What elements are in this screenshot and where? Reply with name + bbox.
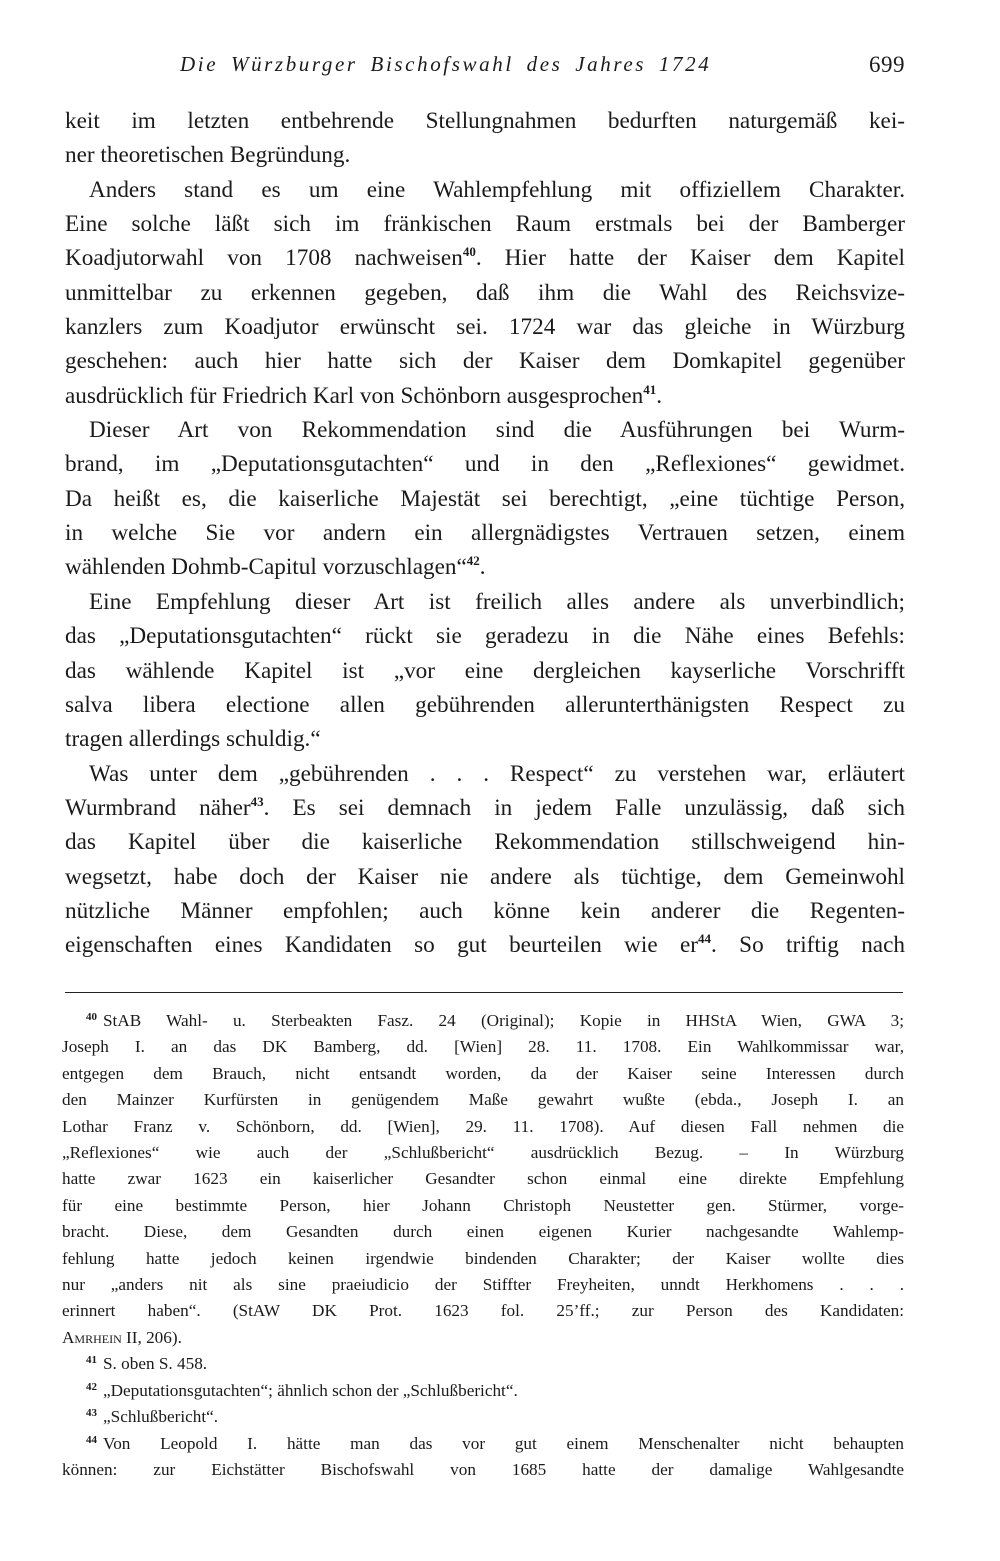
footnote-41: $^{41}$ S. oben S. 458. — [86, 1354, 208, 1374]
text-line: brand, im „Deputationsgutachten“ und in den „Reflexiones“ gewidmet. — [65, 451, 905, 478]
running-title: Die Würzburger Bischofswahl des Jahres 1724 — [180, 52, 712, 76]
footnote-number: 40 — [86, 1011, 97, 1023]
footnote-ref[interactable]: 44 — [698, 931, 712, 947]
text-line: wegsetzt, habe doch der Kaiser nie andere als tüchtige, dem Gemeinwohl — [65, 863, 905, 890]
text-line: Da heißt es, die kaiserliche Majestät sei berechtigt, „eine tüchtige Person, — [65, 485, 905, 512]
footnote-number: 42 — [86, 1380, 97, 1393]
footnote-line: Lothar Franz v. Schönborn, dd. [Wien], 29. 11. 1708). Auf diesen Fall nehmen die — [62, 1116, 904, 1136]
footnote-line: Amrhein II, 206). — [62, 1327, 182, 1347]
text-line: tragen allerdings schuldig.“ — [65, 726, 321, 753]
footnote-line: nur „anders nit als sine praeiudicio der Stiffter Freyheiten, unndt Herkhomens . . . — [62, 1275, 904, 1295]
text-line: Eine Empfehlung dieser Art ist freilich alles andere als unverbindlich; — [89, 588, 905, 615]
footnote-42: $^{42}$ „Deputationsgutachten“; ähnlich schon der „Schlußbericht“. — [86, 1380, 518, 1400]
text-line: Was unter dem „gebührenden . . . Respect“ zu verstehen war, erläutert — [89, 760, 905, 787]
text-line: Koadjutorwahl von 1708 nachweisen$^{40}$. Hier hatte der Kaiser dem Kapitel — [65, 244, 905, 272]
main-text — [65, 104, 905, 963]
footnote-ref[interactable]: 42 — [466, 553, 480, 569]
footnote-line: fehlung hatte jedoch keinen irgendwie bindenden Charakter; der Kaiser wollte dies — [62, 1248, 904, 1268]
footnote-40: $^{40}$ StAB Wahl- u. Sterbeakten Fasz. 24 (Original); Kopie in HHStA Wien, GWA 3; — [86, 1011, 904, 1030]
text-line: keit im letzten entbehrende Stellungnahmen bedurften naturgemäß kei- — [65, 108, 905, 134]
footnote-line: hatte zwar 1623 ein kaiserlicher Gesandter schon einmal eine direkte Empfehlung — [62, 1169, 904, 1189]
page-number: 699 — [869, 52, 905, 77]
footnote-line: Joseph I. an das DK Bamberg, dd. [Wien] 28. 11. 1708. Ein Wahlkommissar war, — [62, 1037, 904, 1057]
footnote-ref[interactable]: 43 — [250, 793, 264, 809]
text-line: ner theoretischen Begründung. — [65, 142, 351, 169]
footnote-number: 41 — [86, 1354, 97, 1367]
text-line: eigenschaften eines Kandidaten so gut beurteilen wie $er^{44}$. So triftig nach — [65, 931, 905, 959]
footnote-ref[interactable]: 41 — [643, 381, 657, 397]
text-line: salva libera electione allen gebührenden allerunterthänigsten Respect zu — [65, 691, 905, 718]
text-line: das „Deputationsgutachten“ rückt sie geradezu in die Nähe eines Befehls: — [65, 623, 905, 650]
footnote-line: bracht. Diese, dem Gesandten durch einen eigenen Kurier nachgesandte Wahlemp- — [62, 1222, 904, 1242]
text-line: das Kapitel über die kaiserliche Rekommendation stillschweigend hin- — [65, 829, 905, 856]
footnote-number: 44 — [86, 1433, 97, 1446]
footnote-line: den Mainzer Kurfürsten in genügendem Maße gewahrt wußte (ebda., Joseph I. an — [62, 1090, 904, 1110]
footnote-43: $^{43}$ „Schlußbericht“. — [86, 1407, 219, 1427]
footnote-divider — [65, 992, 903, 993]
footnote-number: 43 — [86, 1407, 97, 1420]
text-line: Dieser Art von Rekommendation sind die Ausführungen bei Wurm- — [89, 417, 905, 444]
text-line: Wurmbrand näher$^{43}$. Es sei demnach in jedem Falle unzulässig, daß sich — [65, 793, 905, 821]
text-line: kanzlers zum Koadjutor erwünscht sei. 1724 war das gleiche in Würzburg — [65, 314, 905, 341]
text-line: geschehen: auch hier hatte sich der Kaiser dem Domkapitel gegenüber — [65, 348, 905, 375]
footnote-ref[interactable]: 40 — [462, 244, 476, 260]
text-line: unmittelbar zu erkennen gegeben, daß ihm die Wahl des Reichsvize- — [65, 279, 905, 306]
author-name: Amrhein — [62, 1327, 122, 1347]
footnote-line: entgegen dem Brauch, nicht entsandt worden, da der Kaiser seine Interessen durch — [62, 1063, 904, 1083]
footnote-line: für eine bestimmte Person, hier Johann Christoph Neustetter gen. Stürmer, vorge- — [62, 1195, 904, 1215]
text-line: Anders stand es um eine Wahlempfehlung mit offiziellem Charakter. — [89, 176, 905, 203]
footnote-line: können: zur Eichstätter Bischofswahl von 1685 hatte der damalige Wahlgesandte — [62, 1459, 904, 1479]
footnote-line: „Reflexiones“ wie auch der „Schlußbericht“ ausdrücklich Bezug. – In Würzburg — [62, 1143, 904, 1163]
page-header — [62, 50, 905, 84]
text-line: nützliche Männer empfohlen; auch könne kein anderer die Regenten- — [65, 897, 905, 924]
footnote-line: erinnert haben“. (StAW DK Prot. 1623 fol. 25’ff.; zur Person des Kandidaten: — [62, 1301, 904, 1321]
text-line: das wählende Kapitel ist „vor eine dergleichen kayserliche Vorschrifft — [65, 657, 905, 684]
text-line: wählenden Dohmb-Capitul vorzuschlagen“$^{42}$. — [65, 553, 486, 581]
footnote-44: $^{44}$ Von Leopold I. hätte man das vor gut einem Menschenalter nicht behaupten — [86, 1433, 904, 1453]
text-line: in welche Sie vor andern ein allergnädigstes Vertrauen setzen, einem — [65, 520, 905, 547]
text-line: ausdrücklich für Friedrich Karl von Schönborn ausgesprochen$^{41}$. — [65, 381, 663, 409]
footnotes — [62, 1008, 904, 1483]
text-line: Eine solche läßt sich im fränkischen Raum erstmals bei der Bamberger — [65, 211, 905, 238]
